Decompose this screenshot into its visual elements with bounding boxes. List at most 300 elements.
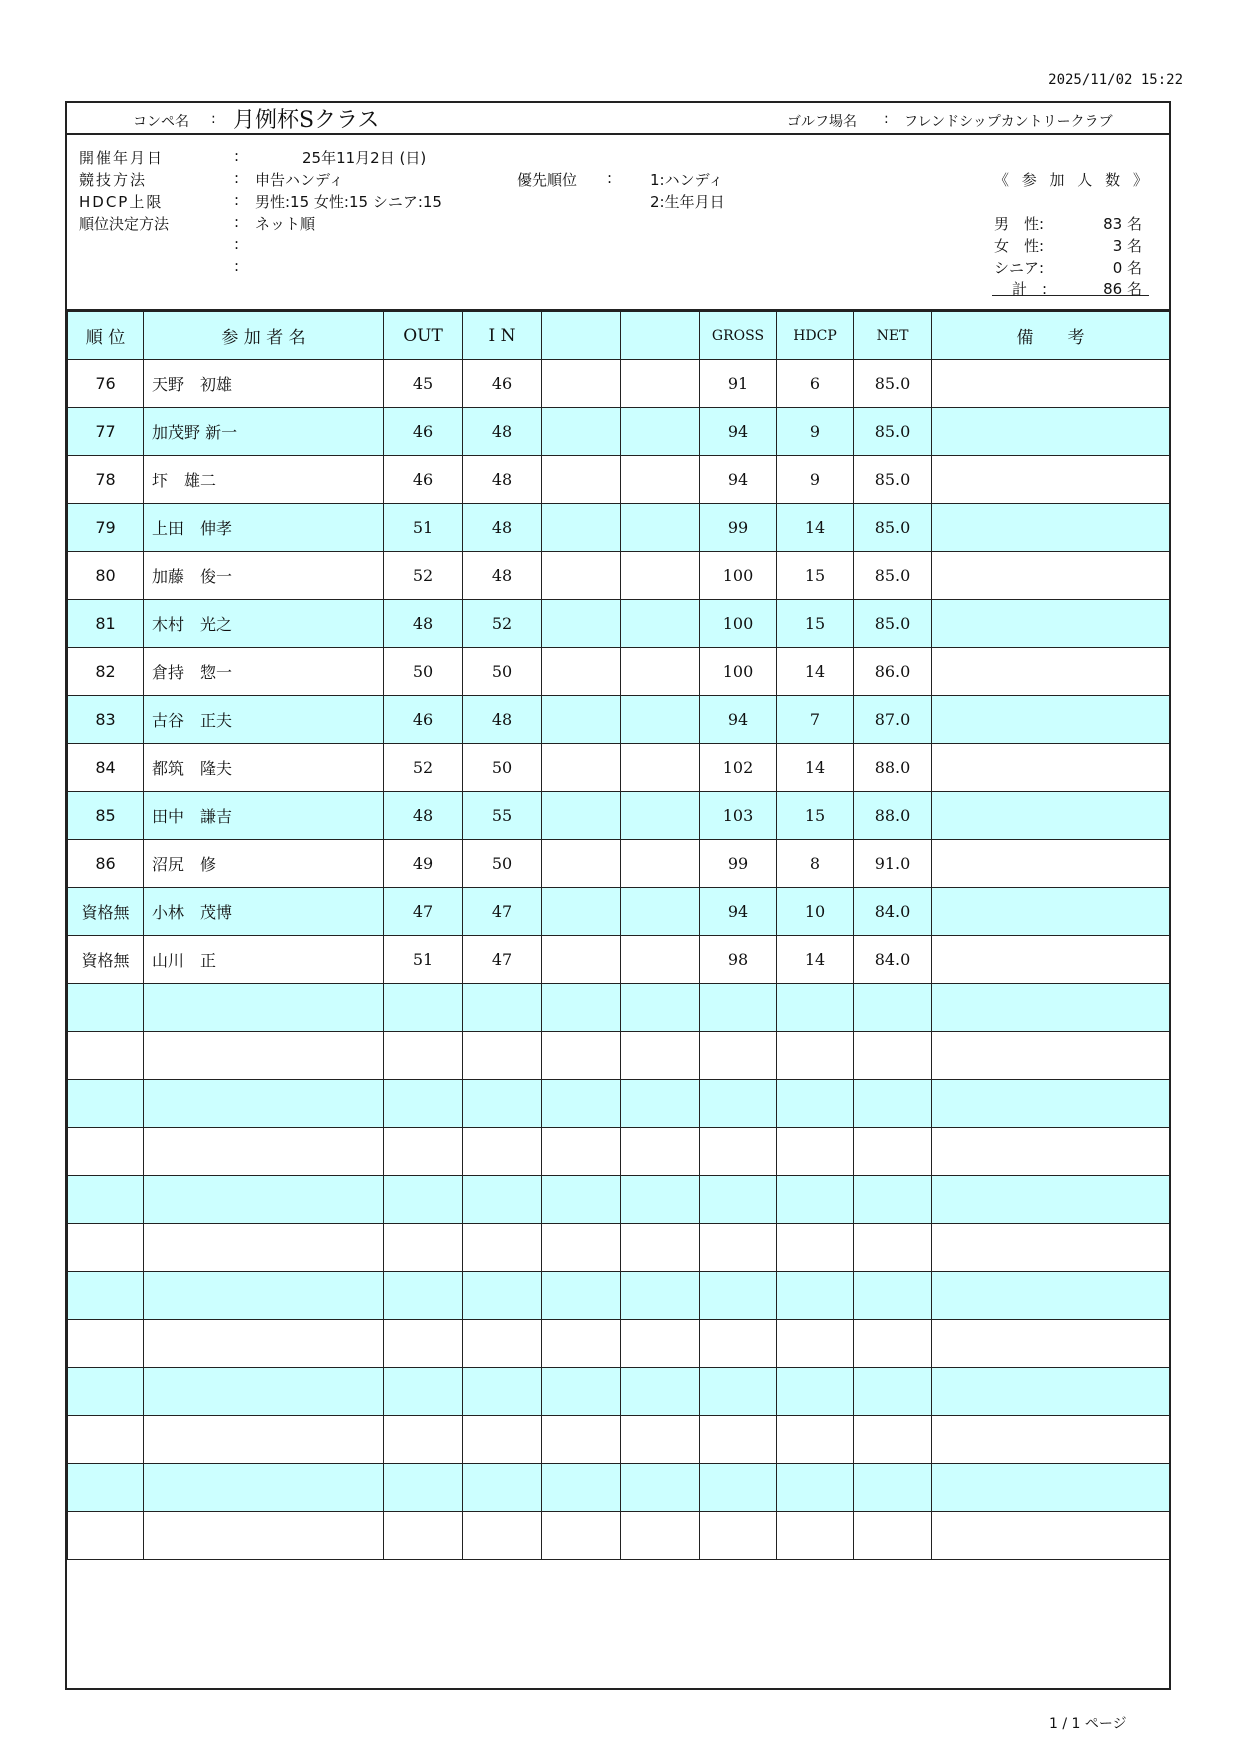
cell-hdcp bbox=[777, 1512, 854, 1560]
cell-rank: 86 bbox=[68, 840, 144, 888]
cell-rank bbox=[68, 1272, 144, 1320]
cell-rank bbox=[68, 1464, 144, 1512]
table-row bbox=[68, 1512, 1170, 1560]
cell-blank-2 bbox=[621, 504, 700, 552]
cell-blank-1 bbox=[542, 1464, 621, 1512]
header-blank-1 bbox=[542, 312, 621, 360]
cell-hdcp: 14 bbox=[777, 936, 854, 984]
cell-blank-1 bbox=[542, 1224, 621, 1272]
table-row bbox=[68, 696, 1170, 744]
cell-name: 小林 茂博 bbox=[144, 888, 384, 936]
cell-in bbox=[463, 1080, 542, 1128]
total-count: 86 名 bbox=[1103, 280, 1142, 298]
table-row bbox=[68, 408, 1170, 456]
timestamp: 2025/11/02 15:22 bbox=[1048, 72, 1183, 88]
cell-remarks bbox=[932, 840, 1170, 888]
cell-hdcp: 6 bbox=[777, 360, 854, 408]
cell-blank-2 bbox=[621, 360, 700, 408]
cell-remarks bbox=[932, 1416, 1170, 1464]
cell-net bbox=[854, 1416, 932, 1464]
cell-hdcp: 14 bbox=[777, 648, 854, 696]
cell-hdcp bbox=[777, 1368, 854, 1416]
cell-blank-2 bbox=[621, 1320, 700, 1368]
cell-out bbox=[384, 984, 463, 1032]
cell-hdcp: 8 bbox=[777, 840, 854, 888]
blank-colon-1: : bbox=[234, 235, 240, 253]
cell-net: 85.0 bbox=[854, 504, 932, 552]
cell-blank-1 bbox=[542, 984, 621, 1032]
cell-net: 88.0 bbox=[854, 744, 932, 792]
cell-net bbox=[854, 1080, 932, 1128]
cell-net: 88.0 bbox=[854, 792, 932, 840]
table-row bbox=[68, 1176, 1170, 1224]
cell-gross: 102 bbox=[700, 744, 777, 792]
cell-blank-2 bbox=[621, 1416, 700, 1464]
cell-remarks bbox=[932, 1224, 1170, 1272]
cell-out bbox=[384, 1128, 463, 1176]
cell-net bbox=[854, 1368, 932, 1416]
cell-remarks bbox=[932, 888, 1170, 936]
cell-blank-1 bbox=[542, 1080, 621, 1128]
cell-remarks bbox=[932, 984, 1170, 1032]
cell-remarks bbox=[932, 1368, 1170, 1416]
cell-out bbox=[384, 1512, 463, 1560]
cell-in: 47 bbox=[463, 888, 542, 936]
compe-name: 月例杯Sクラス bbox=[233, 108, 380, 133]
cell-in: 46 bbox=[463, 360, 542, 408]
cell-net bbox=[854, 984, 932, 1032]
table-row bbox=[68, 456, 1170, 504]
cell-blank-1 bbox=[542, 1128, 621, 1176]
cell-blank-2 bbox=[621, 888, 700, 936]
cell-net: 85.0 bbox=[854, 456, 932, 504]
hdcp-colon: : bbox=[234, 191, 240, 209]
cell-blank-1 bbox=[542, 1416, 621, 1464]
table-row bbox=[68, 1464, 1170, 1512]
table-row bbox=[68, 888, 1170, 936]
cell-blank-1 bbox=[542, 1320, 621, 1368]
male-label: 男 性: bbox=[994, 215, 1045, 233]
cell-rank: 資格無 bbox=[68, 936, 144, 984]
cell-net bbox=[854, 1128, 932, 1176]
cell-blank-1 bbox=[542, 600, 621, 648]
cell-gross bbox=[700, 1224, 777, 1272]
cell-remarks bbox=[932, 1128, 1170, 1176]
cell-hdcp bbox=[777, 1224, 854, 1272]
cell-gross: 100 bbox=[700, 600, 777, 648]
cell-in: 48 bbox=[463, 696, 542, 744]
cell-hdcp: 14 bbox=[777, 504, 854, 552]
cell-in bbox=[463, 1464, 542, 1512]
cell-blank-1 bbox=[542, 1512, 621, 1560]
cell-blank-2 bbox=[621, 1032, 700, 1080]
cell-blank-2 bbox=[621, 1176, 700, 1224]
cell-out bbox=[384, 1368, 463, 1416]
cell-rank bbox=[68, 1320, 144, 1368]
cell-name bbox=[144, 1320, 384, 1368]
header-in: I N bbox=[463, 312, 542, 360]
cell-gross bbox=[700, 1512, 777, 1560]
header-name: 参 加 者 名 bbox=[144, 312, 384, 360]
cell-hdcp bbox=[777, 984, 854, 1032]
cell-blank-1 bbox=[542, 408, 621, 456]
cell-blank-1 bbox=[542, 696, 621, 744]
cell-hdcp: 14 bbox=[777, 744, 854, 792]
method-value: 申告ハンディ bbox=[255, 171, 344, 189]
cell-blank-1 bbox=[542, 360, 621, 408]
female-label: 女 性: bbox=[994, 237, 1045, 255]
table-row bbox=[68, 792, 1170, 840]
cell-name: 加茂野 新一 bbox=[144, 408, 384, 456]
cell-out bbox=[384, 1176, 463, 1224]
course-label: ゴルフ場名 bbox=[787, 114, 857, 130]
cell-out bbox=[384, 1032, 463, 1080]
cell-blank-1 bbox=[542, 1032, 621, 1080]
cell-hdcp: 7 bbox=[777, 696, 854, 744]
cell-in: 50 bbox=[463, 648, 542, 696]
cell-out: 52 bbox=[384, 552, 463, 600]
cell-hdcp: 15 bbox=[777, 792, 854, 840]
table-row bbox=[68, 1416, 1170, 1464]
cell-gross: 94 bbox=[700, 696, 777, 744]
cell-rank bbox=[68, 1512, 144, 1560]
cell-remarks bbox=[932, 792, 1170, 840]
cell-out: 46 bbox=[384, 696, 463, 744]
cell-hdcp bbox=[777, 1128, 854, 1176]
cell-blank-2 bbox=[621, 1080, 700, 1128]
cell-blank-1 bbox=[542, 936, 621, 984]
cell-name bbox=[144, 984, 384, 1032]
cell-name: 都筑 隆夫 bbox=[144, 744, 384, 792]
cell-name bbox=[144, 1032, 384, 1080]
cell-gross: 91 bbox=[700, 360, 777, 408]
cell-rank: 81 bbox=[68, 600, 144, 648]
cell-in: 47 bbox=[463, 936, 542, 984]
table-row bbox=[68, 744, 1170, 792]
title-bar bbox=[67, 103, 1169, 135]
cell-name: 田中 謙吉 bbox=[144, 792, 384, 840]
cell-net: 85.0 bbox=[854, 552, 932, 600]
table-row bbox=[68, 1368, 1170, 1416]
cell-hdcp bbox=[777, 1320, 854, 1368]
cell-in bbox=[463, 1368, 542, 1416]
cell-blank-1 bbox=[542, 792, 621, 840]
date-colon: : bbox=[234, 147, 240, 165]
cell-blank-2 bbox=[621, 984, 700, 1032]
cell-out bbox=[384, 1416, 463, 1464]
cell-net bbox=[854, 1320, 932, 1368]
cell-in: 48 bbox=[463, 504, 542, 552]
cell-gross bbox=[700, 1080, 777, 1128]
cell-out: 50 bbox=[384, 648, 463, 696]
table-row bbox=[68, 984, 1170, 1032]
cell-gross bbox=[700, 1464, 777, 1512]
header-gross: GROSS bbox=[700, 312, 777, 360]
cell-rank: 資格無 bbox=[68, 888, 144, 936]
cell-rank: 82 bbox=[68, 648, 144, 696]
cell-net bbox=[854, 1464, 932, 1512]
cell-rank bbox=[68, 1032, 144, 1080]
cell-in bbox=[463, 1416, 542, 1464]
cell-rank: 83 bbox=[68, 696, 144, 744]
cell-name: 木村 光之 bbox=[144, 600, 384, 648]
cell-hdcp bbox=[777, 1416, 854, 1464]
page-number: 1 / 1 ページ bbox=[1049, 1716, 1127, 1732]
cell-rank: 77 bbox=[68, 408, 144, 456]
cell-blank-1 bbox=[542, 1368, 621, 1416]
cell-remarks bbox=[932, 696, 1170, 744]
cell-remarks bbox=[932, 1272, 1170, 1320]
cell-remarks bbox=[932, 1032, 1170, 1080]
cell-name: 上田 伸孝 bbox=[144, 504, 384, 552]
cell-in bbox=[463, 1032, 542, 1080]
cell-blank-2 bbox=[621, 456, 700, 504]
cell-blank-2 bbox=[621, 744, 700, 792]
cell-rank bbox=[68, 1224, 144, 1272]
cell-name bbox=[144, 1272, 384, 1320]
cell-blank-2 bbox=[621, 552, 700, 600]
method-label: 競技方法 bbox=[79, 171, 148, 189]
priority-1: 1:ハンディ bbox=[650, 171, 724, 189]
cell-net: 86.0 bbox=[854, 648, 932, 696]
cell-in bbox=[463, 984, 542, 1032]
cell-net: 84.0 bbox=[854, 888, 932, 936]
cell-blank-1 bbox=[542, 888, 621, 936]
cell-rank bbox=[68, 1368, 144, 1416]
cell-net: 85.0 bbox=[854, 360, 932, 408]
cell-in bbox=[463, 1176, 542, 1224]
cell-blank-2 bbox=[621, 792, 700, 840]
cell-hdcp: 15 bbox=[777, 600, 854, 648]
cell-blank-2 bbox=[621, 840, 700, 888]
cell-name: 倉持 惣一 bbox=[144, 648, 384, 696]
table-row bbox=[68, 1080, 1170, 1128]
cell-hdcp bbox=[777, 1272, 854, 1320]
cell-out bbox=[384, 1272, 463, 1320]
cell-blank-2 bbox=[621, 1464, 700, 1512]
cell-in bbox=[463, 1320, 542, 1368]
cell-net: 91.0 bbox=[854, 840, 932, 888]
info-section bbox=[67, 135, 1169, 311]
cell-name bbox=[144, 1416, 384, 1464]
cell-gross bbox=[700, 1416, 777, 1464]
cell-out bbox=[384, 1080, 463, 1128]
cell-hdcp bbox=[777, 1032, 854, 1080]
header-hdcp: HDCP bbox=[777, 312, 854, 360]
cell-name bbox=[144, 1080, 384, 1128]
senior-label: シニア: bbox=[994, 259, 1045, 277]
cell-hdcp: 15 bbox=[777, 552, 854, 600]
senior-count: 0 名 bbox=[1112, 259, 1142, 277]
cell-in: 52 bbox=[463, 600, 542, 648]
table-row bbox=[68, 840, 1170, 888]
hdcp-label: HDCP上限 bbox=[79, 193, 164, 211]
cell-rank bbox=[68, 1080, 144, 1128]
cell-gross bbox=[700, 984, 777, 1032]
table-row bbox=[68, 648, 1170, 696]
cell-blank-1 bbox=[542, 840, 621, 888]
cell-out bbox=[384, 1224, 463, 1272]
cell-blank-2 bbox=[621, 648, 700, 696]
cell-rank bbox=[68, 1176, 144, 1224]
cell-net: 85.0 bbox=[854, 600, 932, 648]
header-net: NET bbox=[854, 312, 932, 360]
cell-out bbox=[384, 1464, 463, 1512]
priority-label: 優先順位 bbox=[517, 171, 578, 189]
cell-blank-1 bbox=[542, 648, 621, 696]
cell-in: 50 bbox=[463, 840, 542, 888]
female-count: 3 名 bbox=[1112, 237, 1142, 255]
cell-rank: 80 bbox=[68, 552, 144, 600]
cell-net bbox=[854, 1512, 932, 1560]
cell-out: 47 bbox=[384, 888, 463, 936]
cell-net bbox=[854, 1272, 932, 1320]
cell-remarks bbox=[932, 1464, 1170, 1512]
cell-blank-1 bbox=[542, 456, 621, 504]
header-blank-2 bbox=[621, 312, 700, 360]
cell-out bbox=[384, 1320, 463, 1368]
cell-out: 48 bbox=[384, 792, 463, 840]
cell-hdcp bbox=[777, 1080, 854, 1128]
cell-out: 51 bbox=[384, 504, 463, 552]
cell-net: 84.0 bbox=[854, 936, 932, 984]
cell-remarks bbox=[932, 408, 1170, 456]
cell-remarks bbox=[932, 1080, 1170, 1128]
cell-out: 45 bbox=[384, 360, 463, 408]
cell-in: 55 bbox=[463, 792, 542, 840]
cell-gross bbox=[700, 1320, 777, 1368]
cell-blank-2 bbox=[621, 1512, 700, 1560]
header-remarks: 備 考 bbox=[932, 312, 1170, 360]
cell-rank: 84 bbox=[68, 744, 144, 792]
cell-name: 古谷 正夫 bbox=[144, 696, 384, 744]
cell-blank-1 bbox=[542, 1176, 621, 1224]
cell-gross: 99 bbox=[700, 504, 777, 552]
cell-net: 87.0 bbox=[854, 696, 932, 744]
participants-title: 《 参 加 人 数 》 bbox=[994, 171, 1152, 189]
table-row bbox=[68, 552, 1170, 600]
cell-net bbox=[854, 1176, 932, 1224]
cell-name: 加藤 俊一 bbox=[144, 552, 384, 600]
cell-out: 51 bbox=[384, 936, 463, 984]
table-row bbox=[68, 1032, 1170, 1080]
cell-out: 46 bbox=[384, 408, 463, 456]
cell-gross bbox=[700, 1128, 777, 1176]
cell-rank: 76 bbox=[68, 360, 144, 408]
cell-gross: 94 bbox=[700, 408, 777, 456]
cell-blank-2 bbox=[621, 936, 700, 984]
cell-hdcp: 9 bbox=[777, 408, 854, 456]
cell-gross: 94 bbox=[700, 456, 777, 504]
cell-gross: 103 bbox=[700, 792, 777, 840]
priority-colon: : bbox=[607, 169, 613, 187]
cell-hdcp: 10 bbox=[777, 888, 854, 936]
rank-method-label: 順位決定方法 bbox=[79, 215, 170, 233]
cell-gross: 99 bbox=[700, 840, 777, 888]
cell-name bbox=[144, 1224, 384, 1272]
cell-in: 50 bbox=[463, 744, 542, 792]
cell-out: 46 bbox=[384, 456, 463, 504]
cell-remarks bbox=[932, 936, 1170, 984]
cell-remarks bbox=[932, 1512, 1170, 1560]
table-row bbox=[68, 360, 1170, 408]
cell-name: 沼尻 修 bbox=[144, 840, 384, 888]
report-frame bbox=[65, 101, 1171, 1690]
cell-blank-2 bbox=[621, 1272, 700, 1320]
cell-blank-2 bbox=[621, 696, 700, 744]
cell-rank bbox=[68, 984, 144, 1032]
cell-blank-1 bbox=[542, 744, 621, 792]
results-table bbox=[67, 311, 1170, 1560]
cell-in bbox=[463, 1128, 542, 1176]
cell-remarks bbox=[932, 456, 1170, 504]
cell-blank-2 bbox=[621, 600, 700, 648]
cell-out: 48 bbox=[384, 600, 463, 648]
course-colon: : bbox=[884, 111, 889, 127]
table-row bbox=[68, 1224, 1170, 1272]
cell-out: 52 bbox=[384, 744, 463, 792]
cell-rank bbox=[68, 1416, 144, 1464]
blank-colon-2: : bbox=[234, 257, 240, 275]
cell-remarks bbox=[932, 504, 1170, 552]
cell-name bbox=[144, 1128, 384, 1176]
table-header-row bbox=[68, 312, 1170, 360]
cell-gross bbox=[700, 1176, 777, 1224]
cell-remarks bbox=[932, 600, 1170, 648]
table-row bbox=[68, 1272, 1170, 1320]
table-row bbox=[68, 936, 1170, 984]
date-label: 開催年月日 bbox=[79, 149, 165, 167]
cell-in: 48 bbox=[463, 456, 542, 504]
cell-remarks bbox=[932, 648, 1170, 696]
cell-blank-1 bbox=[542, 552, 621, 600]
cell-net bbox=[854, 1032, 932, 1080]
cell-name bbox=[144, 1512, 384, 1560]
cell-remarks bbox=[932, 1320, 1170, 1368]
cell-gross: 94 bbox=[700, 888, 777, 936]
cell-net bbox=[854, 1224, 932, 1272]
cell-in bbox=[463, 1272, 542, 1320]
cell-net: 85.0 bbox=[854, 408, 932, 456]
cell-remarks bbox=[932, 744, 1170, 792]
cell-name bbox=[144, 1464, 384, 1512]
rank-method-colon: : bbox=[234, 213, 240, 231]
hdcp-value: 男性:15 女性:15 シニア:15 bbox=[255, 193, 442, 211]
table-row bbox=[68, 1320, 1170, 1368]
header-rank: 順 位 bbox=[68, 312, 144, 360]
cell-remarks bbox=[932, 360, 1170, 408]
compe-colon: : bbox=[211, 111, 216, 127]
date-value: 25年11月2日 (日) bbox=[302, 149, 427, 167]
cell-name bbox=[144, 1368, 384, 1416]
method-colon: : bbox=[234, 169, 240, 187]
rank-method-value: ネット順 bbox=[255, 215, 316, 233]
cell-rank: 79 bbox=[68, 504, 144, 552]
cell-in bbox=[463, 1512, 542, 1560]
cell-gross: 100 bbox=[700, 552, 777, 600]
table-row bbox=[68, 504, 1170, 552]
cell-in bbox=[463, 1224, 542, 1272]
header-out: OUT bbox=[384, 312, 463, 360]
cell-blank-1 bbox=[542, 1272, 621, 1320]
table-row bbox=[68, 600, 1170, 648]
table-body bbox=[68, 360, 1170, 1560]
cell-gross bbox=[700, 1368, 777, 1416]
cell-blank-1 bbox=[542, 504, 621, 552]
cell-name: 天野 初雄 bbox=[144, 360, 384, 408]
cell-name: 圷 雄二 bbox=[144, 456, 384, 504]
cell-hdcp bbox=[777, 1176, 854, 1224]
